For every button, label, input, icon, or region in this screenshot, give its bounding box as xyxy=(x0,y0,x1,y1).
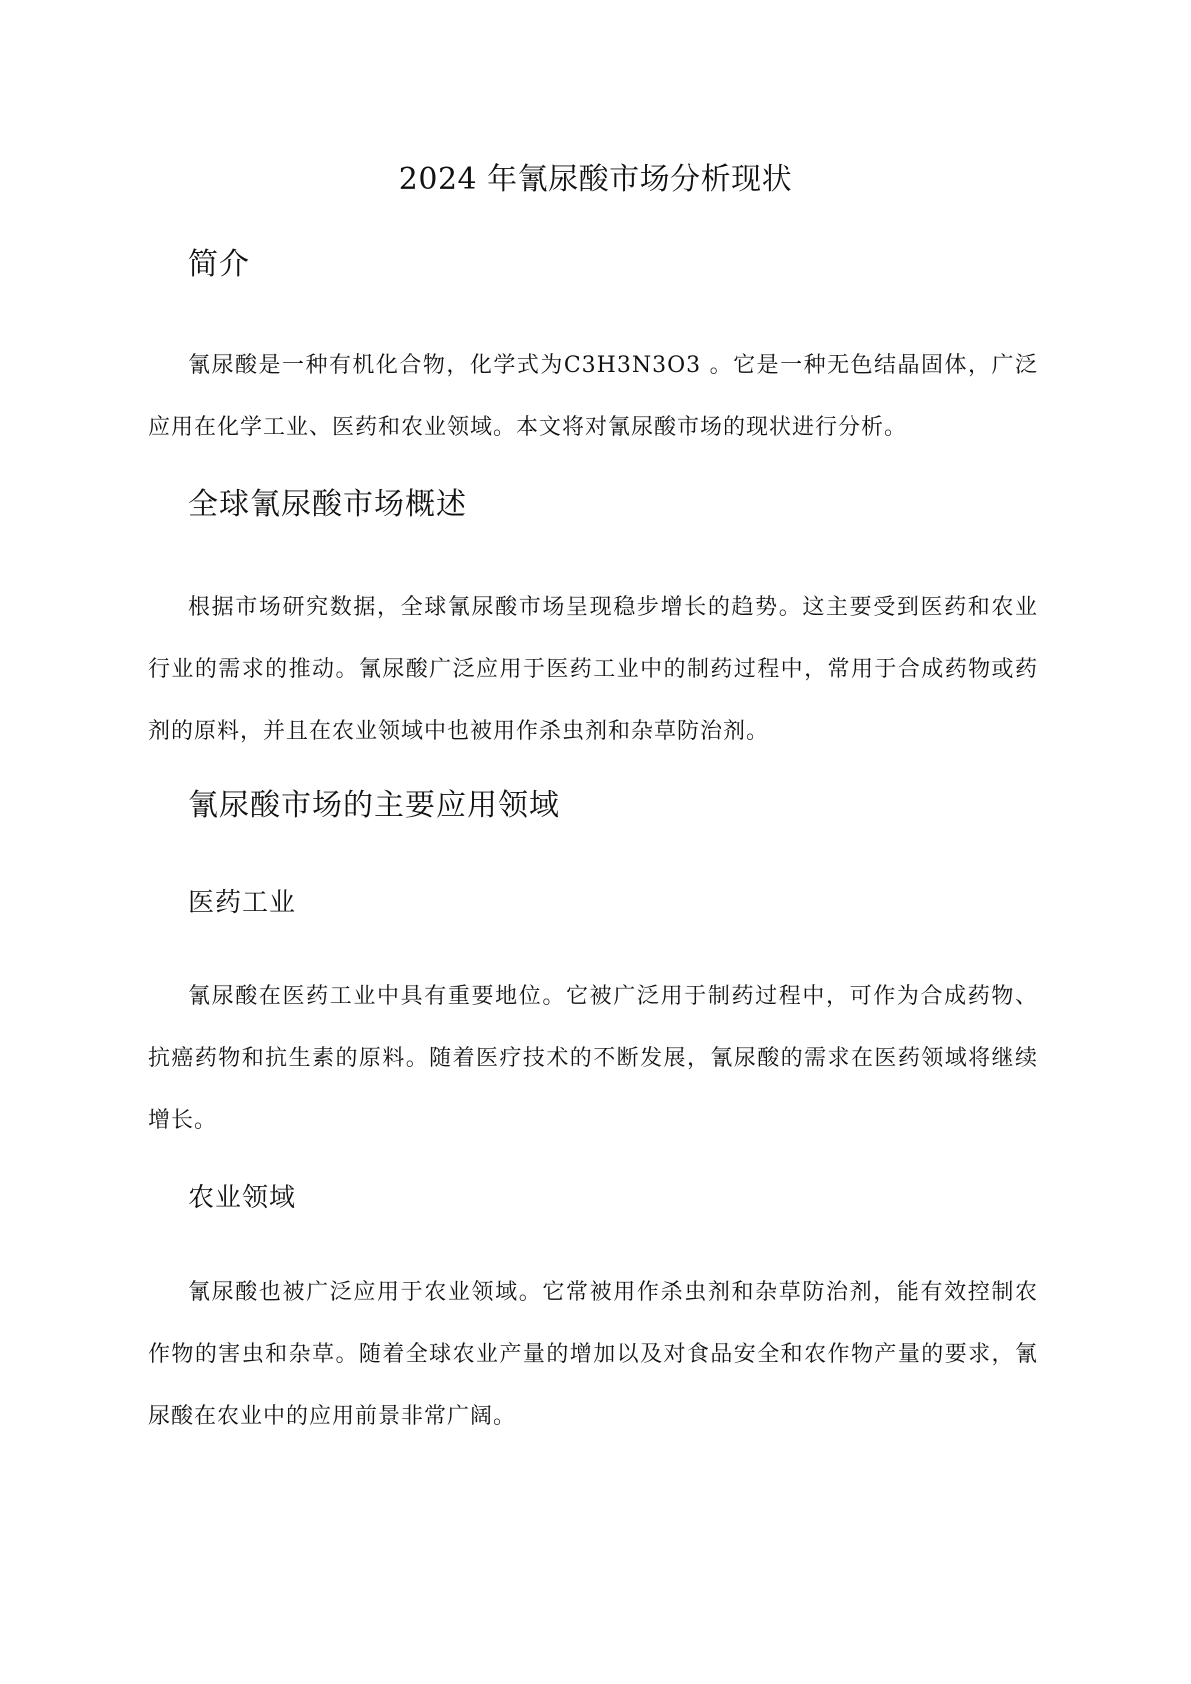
paragraph-intro: 氰尿酸是一种有机化合物，化学式为C3H3N3O3 。它是一种无色结晶固体，广泛应用在化学工业、医药和农业领域。本文将对氰尿酸市场的现状进行分析。 xyxy=(148,353,1038,440)
section-heading-global-overview: 全球氰尿酸市场概述 xyxy=(188,487,467,522)
subsection-heading-agriculture: 农业领域 xyxy=(188,1183,297,1213)
section-heading-applications: 氰尿酸市场的主要应用领域 xyxy=(188,788,560,823)
paragraph-global-overview: 根据市场研究数据，全球氰尿酸市场呈现稳步增长的趋势。这主要受到医药和农业行业的需求的推动。氰尿酸广泛应用于医药工业中的制药过程中，常用于合成药物或药剂的原料，并且在农业领域中也被用作杀虫剂和杂草防治剂。 xyxy=(148,595,1038,744)
document-title: 2024 年氰尿酸市场分析现状 xyxy=(398,162,793,197)
section-heading-intro: 简介 xyxy=(188,247,250,282)
paragraph-agriculture: 氰尿酸也被广泛应用于农业领域。它常被用作杀虫剂和杂草防治剂，能有效控制农作物的害虫和杂草。随着全球农业产量的增加以及对食品安全和农作物产量的要求，氰尿酸在农业中的应用前景非常广阔。 xyxy=(148,1280,1038,1429)
subsection-heading-pharma: 医药工业 xyxy=(188,888,297,918)
paragraph-pharma: 氰尿酸在医药工业中具有重要地位。它被广泛用于制药过程中，可作为合成药物、抗癌药物和抗生素的原料。随着医疗技术的不断发展，氰尿酸的需求在医药领域将继续增长。 xyxy=(148,984,1038,1133)
